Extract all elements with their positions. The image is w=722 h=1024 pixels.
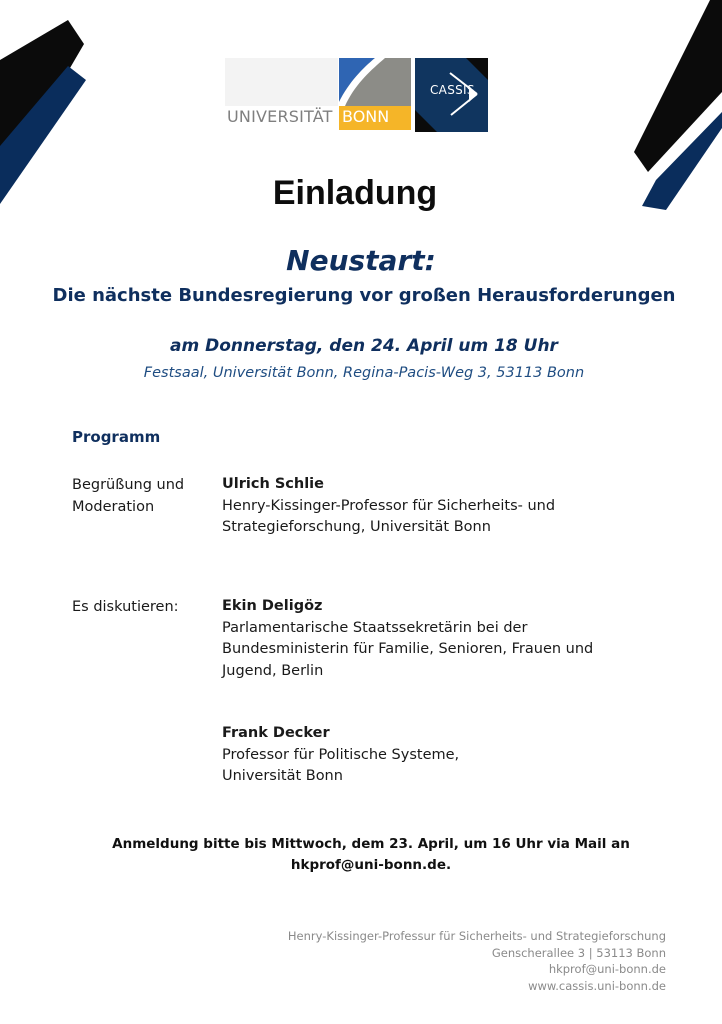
- speaker-name: Frank Decker: [222, 725, 330, 741]
- event-venue: Festsaal, Universität Bonn, Regina-Pacis-Weg 3, 53113 Bonn: [143, 365, 585, 381]
- university-logo: [225, 58, 490, 132]
- speaker-desc-line3: Jugend, Berlin: [222, 663, 324, 680]
- event-date: am Donnerstag, den 24. April um 18 Uhr: [170, 336, 558, 356]
- program-heading: Programm: [72, 428, 161, 446]
- welcome-label-line2: Moderation: [72, 499, 155, 515]
- speaker-block-1: [222, 596, 642, 683]
- event-subtitle: Die nächste Bundesregierung vor großen Herausforderungen: [52, 285, 676, 306]
- invitation-title: Einladung: [272, 174, 438, 212]
- footer-street: Genscherallee 3 | 53113 Bonn: [491, 945, 666, 960]
- registration-notice: [0, 834, 722, 876]
- event-headline: Neustart:: [286, 244, 436, 277]
- logo-cassis-text: CASSIS: [430, 83, 475, 97]
- logo-university-text: UNIVERSITÄT: [227, 107, 333, 126]
- moderator-desc-line1: Henry-Kissinger-Professor für Sicherheits- und: [222, 497, 556, 514]
- footer-email[interactable]: hkprof@uni-bonn.de: [548, 962, 666, 977]
- speaker-block-2: [222, 723, 642, 788]
- moderator-desc-line2: Strategieforschung, Universität Bonn: [222, 519, 491, 536]
- logo-bonn-text: BONN: [342, 107, 390, 126]
- welcome-label: [72, 474, 222, 518]
- speaker-name: Ekin Deligöz: [222, 598, 323, 614]
- moderator-name: Ulrich Schlie: [222, 476, 324, 492]
- footer-institution: Henry-Kissinger-Professur für Sicherheits- und Strategieforschung: [287, 929, 666, 943]
- welcome-label-line1: Begrüßung und: [72, 477, 185, 493]
- registration-email[interactable]: hkprof@uni-bonn.de.: [290, 857, 452, 873]
- speaker-desc-line1: Parlamentarische Staatssekretärin bei der: [222, 619, 528, 636]
- discussion-label: Es diskutieren:: [72, 599, 179, 615]
- speaker-desc-line1: Professor für Politische Systeme,: [222, 746, 460, 763]
- registration-line1: Anmeldung bitte bis Mittwoch, dem 23. April, um 16 Uhr via Mail an: [112, 836, 630, 852]
- speaker-desc-line2: Universität Bonn: [222, 768, 343, 785]
- moderator-block: [222, 474, 642, 539]
- footer-website[interactable]: www.cassis.uni-bonn.de: [528, 978, 666, 993]
- footer-address: [288, 928, 666, 994]
- speaker-desc-line2: Bundesministerin für Familie, Senioren, Frauen und: [222, 641, 594, 658]
